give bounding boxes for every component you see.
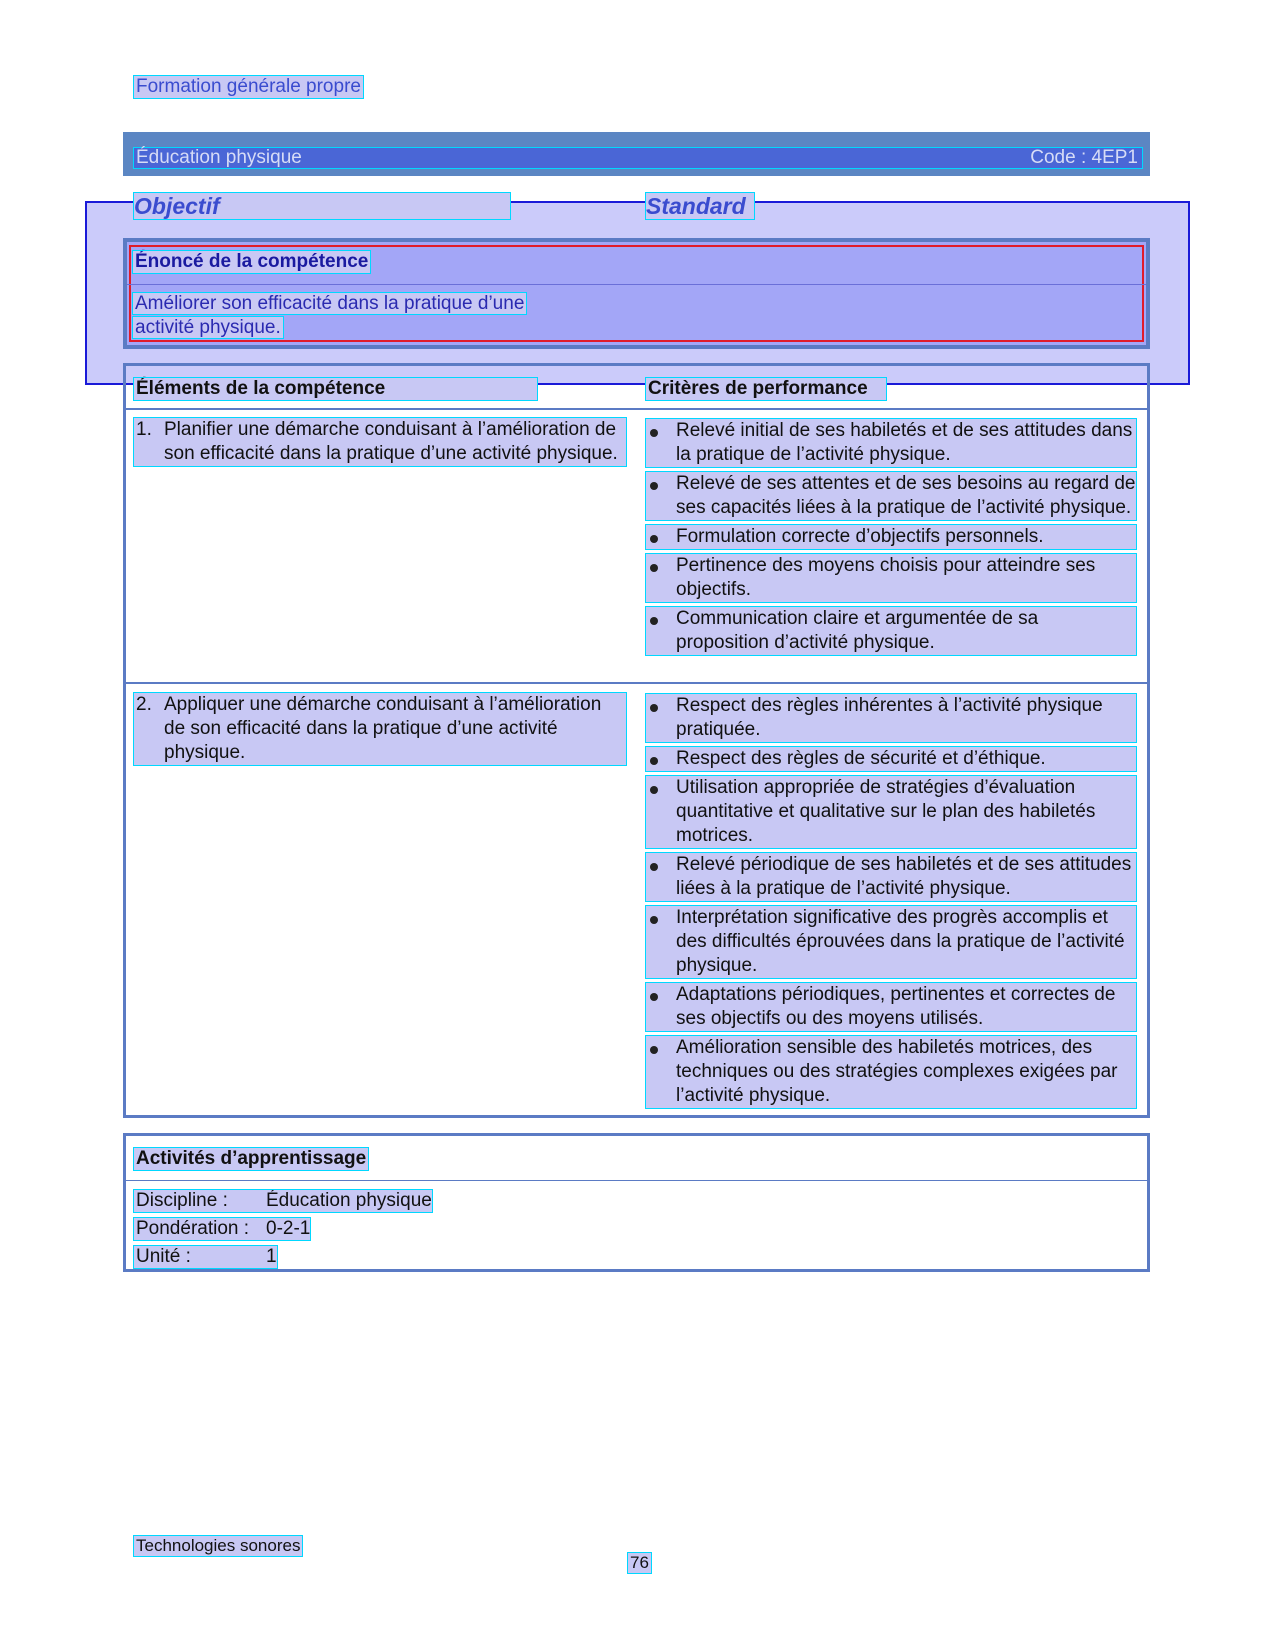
bullet-icon: [650, 1046, 658, 1054]
criterion-text: Amélioration sensible des habiletés motrices, des techniques ou des stratégies complexes exigées par l’activité physique.: [676, 1037, 1118, 1106]
activities-divider: [126, 1180, 1147, 1181]
bullet-icon: [650, 863, 658, 871]
discipline-row: [134, 1190, 432, 1212]
bullet-icon: [650, 535, 658, 543]
list-item: [646, 694, 1136, 742]
list-item: [646, 747, 1136, 771]
competence-title: Énoncé de la compétence: [135, 251, 369, 272]
criteria-column-header: Critères de performance: [646, 378, 886, 400]
ponderation-row: [134, 1218, 310, 1240]
bullet-icon: [650, 482, 658, 490]
bullet-icon: [650, 617, 658, 625]
bullet-icon: [650, 916, 658, 924]
element-number: 1.: [136, 419, 152, 440]
document-section-label: Formation générale propre: [136, 76, 361, 97]
criterion-text: Relevé initial de ses habiletés et de ses attitudes dans la pratique de l’activité physique.: [676, 420, 1133, 465]
ponderation-label: Pondération :: [136, 1218, 250, 1239]
element-text: Planifier une démarche conduisant à l’amélioration de son efficacité dans la pratique d’une activité physique.: [164, 419, 618, 464]
list-item: [646, 554, 1136, 602]
course-title: Éducation physique: [136, 147, 302, 168]
learning-activities-box: [123, 1133, 1150, 1272]
criterion-text: Relevé périodique de ses habiletés et de ses attitudes liées à la pratique de l’activité physique.: [676, 854, 1132, 899]
course-code: Code : 4EP1: [1030, 147, 1138, 168]
criteria-list-2: [646, 694, 1136, 1113]
list-item: [646, 472, 1136, 520]
element-text: Appliquer une démarche conduisant à l’amélioration de son efficacité dans la pratique d’une activité physique.: [164, 694, 602, 763]
competence-statement-box: [123, 238, 1150, 349]
objective-heading: Objectif: [134, 193, 510, 219]
table-header-divider: [126, 408, 1147, 410]
list-item: [646, 1036, 1136, 1108]
ponderation-value: 0-2-1: [266, 1218, 311, 1239]
list-item: [646, 525, 1136, 549]
criterion-text: Utilisation appropriée de stratégies d’évaluation quantitative et qualitative sur le plan des habiletés motrices.: [676, 777, 1096, 846]
bullet-icon: [650, 757, 658, 765]
bullet-icon: [650, 564, 658, 572]
activities-title: Activités d’apprentissage: [136, 1148, 367, 1169]
bullet-icon: [650, 704, 658, 712]
discipline-label: Discipline :: [136, 1190, 228, 1211]
discipline-value: Éducation physique: [266, 1190, 432, 1211]
competence-elements-table: [123, 363, 1150, 1118]
bullet-icon: [650, 993, 658, 1001]
criteria-list-1: [646, 419, 1136, 660]
bullet-icon: [650, 786, 658, 794]
table-row-element-1: [134, 418, 626, 466]
criterion-text: Adaptations périodiques, pertinentes et correctes de ses objectifs ou des moyens utilisés.: [676, 984, 1116, 1029]
criterion-text: Relevé de ses attentes et de ses besoins au regard de ses capacités liées à la pratique de l’activité physique.: [676, 473, 1136, 518]
bullet-icon: [650, 429, 658, 437]
table-row-element-2: [134, 693, 626, 765]
competence-text: [133, 292, 559, 340]
list-item: [646, 419, 1136, 467]
unite-value: 1: [266, 1246, 277, 1267]
criterion-text: Communication claire et argumentée de sa proposition d’activité physique.: [676, 608, 1039, 653]
page-number: 76: [630, 1553, 649, 1572]
criterion-text: Respect des règles inhérentes à l’activité physique pratiquée.: [676, 695, 1103, 740]
criterion-text: Interprétation significative des progrès accomplis et des difficultés éprouvées dans la pratique de l’activité physique.: [676, 907, 1125, 976]
list-item: [646, 607, 1136, 655]
criterion-text: Respect des règles de sécurité et d’éthique.: [676, 748, 1046, 769]
competence-divider: [127, 284, 1146, 285]
list-item: [646, 906, 1136, 978]
criterion-text: Formulation correcte d’objectifs personnels.: [676, 526, 1044, 547]
unite-row: [134, 1246, 277, 1268]
elements-column-header: Éléments de la compétence: [134, 378, 537, 400]
criterion-text: Pertinence des moyens choisis pour atteindre ses objectifs.: [676, 555, 1096, 600]
list-item: [646, 776, 1136, 848]
list-item: [646, 853, 1136, 901]
unite-label: Unité :: [136, 1246, 191, 1267]
competence-text-line: Améliorer son efficacité dans la pratique d’une: [135, 293, 525, 314]
competence-text-line: activité physique.: [135, 317, 281, 338]
table-row-divider: [126, 682, 1147, 684]
element-number: 2.: [136, 694, 152, 715]
course-title-bar: [123, 132, 1150, 176]
standard-heading: Standard: [646, 193, 754, 219]
footer-program-name: Technologies sonores: [136, 1536, 301, 1555]
list-item: [646, 983, 1136, 1031]
